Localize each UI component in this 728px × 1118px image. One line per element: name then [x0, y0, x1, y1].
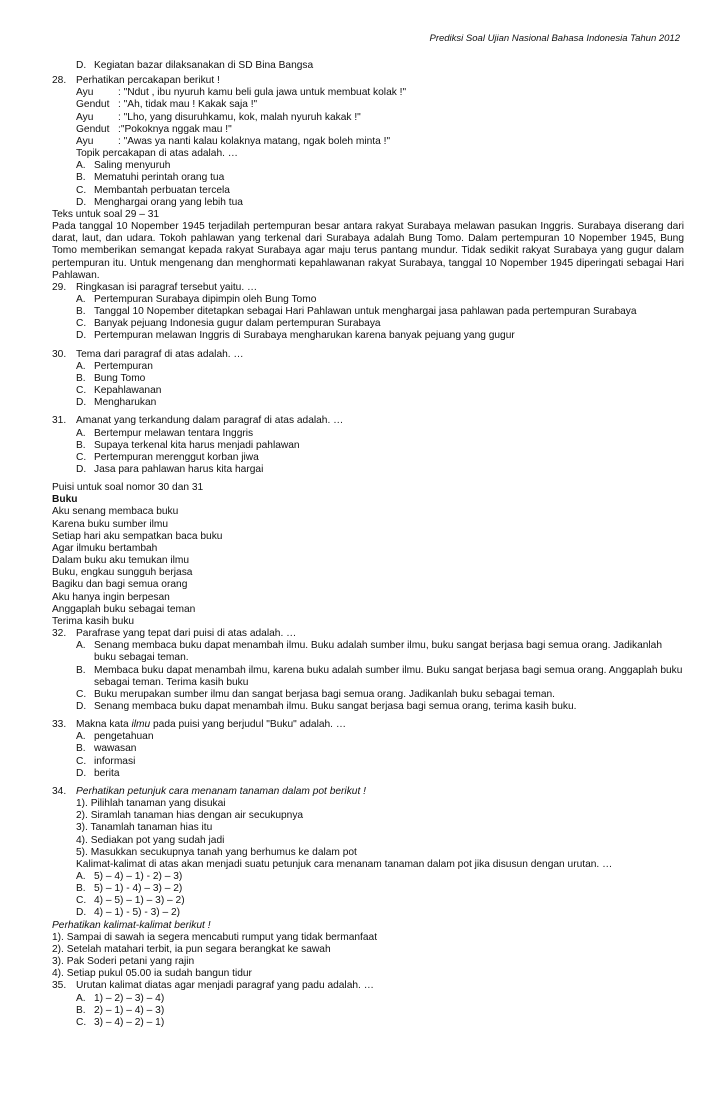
- option-c[interactable]: [52, 318, 684, 330]
- page-header: Prediksi Soal Ujian Nasional Bahasa Indonesia Tahun 2012: [429, 33, 680, 44]
- option-letter: B.: [76, 1004, 86, 1016]
- option-text: 4) – 5) – 1) – 3) – 2): [94, 895, 185, 907]
- option-a[interactable]: [52, 428, 684, 440]
- speaker: Ayu: [76, 111, 94, 123]
- speaker: Gendut: [76, 123, 110, 135]
- option-letter: D.: [76, 60, 87, 71]
- question-number: 33.: [52, 719, 67, 731]
- question-number: 29.: [52, 281, 67, 293]
- question-stem: Parafrase yang tepat dari puisi di atas adalah. …: [76, 628, 297, 640]
- option-letter: A.: [76, 360, 86, 372]
- option-letter: C.: [76, 688, 87, 700]
- option-text: Pertempuran: [94, 360, 153, 372]
- question-number: 35.: [52, 980, 67, 992]
- option-letter: D.: [76, 196, 87, 208]
- dialogue-line: [52, 99, 684, 111]
- q27-option-d: [52, 60, 684, 72]
- option-letter: C.: [76, 755, 87, 767]
- question-stem: Urutan kalimat diatas agar menjadi paragraf yang padu adalah. …: [76, 980, 374, 992]
- question-number: 32.: [52, 628, 67, 640]
- option-text: Senang membaca buku dapat menambah ilmu. Buku adalah sumber ilmu, buku sangat berjasa bagi semua orang. Jadikanlah buku sebagai teman.: [94, 640, 663, 664]
- step-line: 1). Pilihlah tanaman yang disukai: [76, 798, 226, 810]
- option-letter: B.: [76, 664, 86, 676]
- option-text: Pertempuran Surabaya dipimpin oleh Bung Tomo: [94, 293, 317, 305]
- option-a[interactable]: [52, 871, 684, 883]
- speech: : "Awas ya nanti kalau kolaknya matang, ngak boleh minta !": [118, 135, 391, 147]
- option-letter: B.: [76, 172, 86, 184]
- question-stem: Ringkasan isi paragraf tersebut yaitu. …: [76, 281, 258, 293]
- question-number: 28.: [52, 75, 67, 87]
- option-a[interactable]: [52, 640, 684, 664]
- option-b[interactable]: [52, 743, 684, 755]
- option-b[interactable]: [52, 440, 684, 452]
- option-text: 2) – 1) – 4) – 3): [94, 1004, 165, 1016]
- step-line: 4). Sediakan pot yang sudah jadi: [76, 834, 225, 846]
- sentence-line: 1). Sampai di sawah ia segera mencabuti rumput yang tidak bermanfaat: [52, 931, 378, 943]
- option-letter: C.: [76, 1016, 87, 1028]
- option-letter: C.: [76, 184, 87, 196]
- poem-line: Dalam buku aku temukan ilmu: [52, 555, 190, 567]
- option-b[interactable]: [52, 172, 684, 184]
- question-30: [52, 349, 684, 361]
- sentence-line: 4). Setiap pukul 05.00 ia sudah bangun tidur: [52, 968, 252, 980]
- option-c[interactable]: [52, 895, 684, 907]
- poem-line: Terima kasih buku: [52, 615, 135, 627]
- option-c[interactable]: [52, 689, 684, 701]
- option-d[interactable]: [52, 464, 684, 476]
- poem-line: Bagiku dan bagi semua orang: [52, 579, 188, 591]
- poem-line: Anggaplah buku sebagai teman: [52, 603, 196, 615]
- option-text: Mengharukan: [94, 397, 157, 409]
- option-b[interactable]: [52, 1005, 684, 1017]
- question-28: [52, 75, 684, 87]
- speech: : "Lho, yang disuruhkamu, kok, malah nyuruh kakak !": [118, 111, 361, 123]
- speech: : "Ndut , ibu nyuruh kamu beli gula jawa untuk membuat kolak !": [118, 87, 407, 99]
- option-text: 3) – 4) – 2) – 1): [94, 1016, 165, 1028]
- option-c[interactable]: [52, 1017, 684, 1029]
- speaker: Ayu: [76, 135, 94, 147]
- option-letter: A.: [76, 293, 86, 305]
- stem-keyword: ilmu: [131, 719, 151, 731]
- option-a[interactable]: [52, 160, 684, 172]
- option-text: Kepahlawanan: [94, 385, 162, 397]
- option-letter: B.: [76, 372, 86, 384]
- dialogue-line: [52, 136, 684, 148]
- option-b[interactable]: [52, 373, 684, 385]
- option-letter: C.: [76, 451, 87, 463]
- step-line: 2). Siramlah tanaman hias dengan air secukupnya: [76, 810, 304, 822]
- option-d[interactable]: [52, 197, 684, 209]
- poem-title: Buku: [52, 494, 78, 506]
- question-prompt: Kalimat-kalimat di atas akan menjadi suatu petunjuk cara menanam tanaman dalam pot jika disusun dengan urutan. …: [76, 858, 613, 870]
- option-c[interactable]: [52, 756, 684, 768]
- option-d[interactable]: [52, 397, 684, 409]
- question-35: [52, 980, 684, 992]
- dialogue-line: [52, 124, 684, 136]
- option-d[interactable]: [52, 701, 684, 713]
- option-b[interactable]: [52, 883, 684, 895]
- poem-heading: Puisi untuk soal nomor 30 dan 31: [52, 482, 204, 494]
- option-text: Menghargai orang yang lebih tua: [94, 196, 243, 208]
- option-letter: A.: [76, 640, 86, 652]
- sentences-heading: Perhatikan kalimat-kalimat berikut !: [52, 919, 211, 931]
- option-text: Mematuhi perintah orang tua: [94, 172, 225, 184]
- option-a[interactable]: [52, 361, 684, 373]
- option-text: wawasan: [94, 743, 137, 755]
- question-prompt: Topik percakapan di atas adalah. …: [76, 148, 238, 160]
- poem-line: Aku senang membaca buku: [52, 506, 179, 518]
- option-a[interactable]: [52, 294, 684, 306]
- option-letter: A.: [76, 731, 86, 743]
- option-text: 5) – 1) - 4) – 3) – 2): [94, 883, 183, 895]
- option-c[interactable]: [52, 185, 684, 197]
- option-d[interactable]: [52, 768, 684, 780]
- option-letter: D.: [76, 907, 87, 919]
- speaker: Ayu: [76, 87, 94, 99]
- sentence-line: 3). Pak Soderi petani yang rajin: [52, 956, 195, 968]
- option-letter: C.: [76, 318, 87, 330]
- option-text: Senang membaca buku dapat menambah ilmu. Buku sangat berjasa bagi semua orang, terima kasih buku.: [94, 700, 577, 712]
- dialogue-line: [52, 112, 684, 124]
- option-letter: A.: [76, 427, 86, 439]
- option-letter: D.: [76, 767, 87, 779]
- dialogue-line: [52, 87, 684, 99]
- question-number: 34.: [52, 785, 67, 797]
- question-number: 31.: [52, 415, 67, 427]
- option-letter: A.: [76, 871, 86, 882]
- sentence-line: 2). Setelah matahari terbit, ia pun segara berangkat ke sawah: [52, 943, 331, 955]
- option-text: Buku merupakan sumber ilmu dan sangat berjasa bagi semua orang. Jadikanlah buku sebagai teman.: [94, 688, 555, 700]
- option-text: pengetahuan: [94, 731, 154, 743]
- option-text: Tanggal 10 Nopember ditetapkan sebagai Hari Pahlawan untuk menghargai jasa pahlawan pada pertempuran Surabaya: [94, 306, 637, 318]
- poem-line: Agar ilmuku bertambah: [52, 542, 158, 554]
- option-letter: B.: [76, 439, 86, 451]
- poem-line: Karena buku sumber ilmu: [52, 518, 169, 530]
- exam-page: [52, 60, 684, 1029]
- option-letter: C.: [76, 385, 87, 397]
- option-letter: C.: [76, 895, 87, 907]
- poem-line: Setiap hari aku sempatkan baca buku: [52, 530, 223, 542]
- passage-heading: Teks untuk soal 29 – 31: [52, 208, 160, 220]
- option-text: Banyak pejuang Indonesia gugur dalam pertempuran Surabaya: [94, 318, 381, 330]
- option-a[interactable]: [52, 993, 684, 1005]
- question-31: [52, 415, 684, 427]
- stem-text: pada puisi yang berjudul "Buku" adalah. …: [150, 719, 347, 731]
- question-stem: Tema dari paragraf di atas adalah. …: [76, 348, 244, 360]
- question-32: [52, 628, 684, 640]
- option-d[interactable]: [52, 907, 684, 919]
- question-stem: [76, 719, 684, 731]
- option-letter: D.: [76, 397, 87, 409]
- option-letter: D.: [76, 700, 87, 712]
- option-text: Supaya terkenal kita harus menjadi pahlawan: [94, 439, 300, 451]
- step-line: 5). Masukkan secukupnya tanah yang berhumus ke dalam pot: [76, 846, 357, 858]
- option-letter: D.: [76, 464, 87, 475]
- speech: :"Pokoknya nggak mau !": [118, 123, 232, 135]
- option-text: 5) – 4) – 1) - 2) – 3): [94, 871, 183, 882]
- question-stem: Perhatikan petunjuk cara menanam tanaman dalam pot berikut !: [76, 785, 366, 797]
- question-stem: Amanat yang terkandung dalam paragraf di atas adalah. …: [76, 415, 344, 427]
- option-text: Saling menyuruh: [94, 160, 171, 172]
- speaker: Gendut: [76, 99, 110, 111]
- step-line: 3). Tanamlah tanaman hias itu: [76, 822, 213, 834]
- option-a[interactable]: [52, 731, 684, 743]
- stem-text: Makna kata: [76, 719, 132, 731]
- option-text: Jasa para pahlawan harus kita hargai: [94, 464, 264, 475]
- option-text: Bung Tomo: [94, 372, 146, 384]
- option-letter: A.: [76, 160, 86, 172]
- option-text: 4) – 1) - 5) - 3) – 2): [94, 907, 181, 919]
- option-text: Pertempuran merenggut korban jiwa: [94, 451, 259, 463]
- option-letter: B.: [76, 743, 86, 755]
- option-letter: A.: [76, 992, 86, 1004]
- question-stem: Perhatikan percakapan berikut !: [76, 75, 220, 87]
- speech: : "Ah, tidak mau ! Kakak saja !": [118, 99, 258, 111]
- option-letter: B.: [76, 883, 86, 895]
- option-text: Membantah perbuatan tercela: [94, 184, 230, 196]
- question-29: [52, 282, 684, 294]
- poem-line: Aku hanya ingin berpesan: [52, 591, 170, 603]
- question-number: 30.: [52, 348, 67, 360]
- option-letter: B.: [76, 306, 86, 318]
- option-text: Membaca buku dapat menambah ilmu, karena buku adalah sumber ilmu. Buku sangat berjasa bagi semua orang. Anggaplah buku sebagai teman. Terima kasih buku: [94, 664, 683, 688]
- option-text: Kegiatan bazar dilaksanakan di SD Bina Bangsa: [94, 60, 314, 71]
- option-text: berita: [94, 767, 120, 779]
- option-text: Pertempuran melawan Inggris di Surabaya mengharukan karena banyak pejuang yang gugur: [94, 330, 515, 342]
- option-b[interactable]: [52, 665, 684, 689]
- option-letter: D.: [76, 330, 87, 342]
- option-d[interactable]: [52, 330, 684, 342]
- option-text: Bertempur melawan tentara Inggris: [94, 427, 254, 439]
- option-text: informasi: [94, 755, 136, 767]
- option-c[interactable]: [52, 385, 684, 397]
- question-33: [52, 719, 684, 731]
- option-text: 1) – 2) – 3) – 4): [94, 992, 165, 1004]
- question-34: [52, 786, 684, 798]
- option-b[interactable]: [52, 306, 684, 318]
- passage-paragraph: Pada tanggal 10 Nopember 1945 terjadilah pertempuran besar antara rakyat Surabaya melawan pasukan Inggris. Surabaya diserang dari darat, laut, dan udara. Tokoh pahlawan yang terkenal dari Surabaya adalah Bung Tomo. Dalam pertempuran 10 Nopember 1945, Bung Tomo memberikan semangat kepada rakyat Surabaya agar maju terus pantang mundur. Tidak sedikit rakyat Surabaya yang gugur dalam pertempuran itu. Untuk mengenang dan menghormati kepahlawanan rakyat Surabaya, tanggal 10 Nopember 1945 diperingati sebagai Hari Pahlawan.: [52, 221, 684, 281]
- option-c[interactable]: [52, 452, 684, 464]
- poem-line: Buku, engkau sungguh berjasa: [52, 567, 193, 579]
